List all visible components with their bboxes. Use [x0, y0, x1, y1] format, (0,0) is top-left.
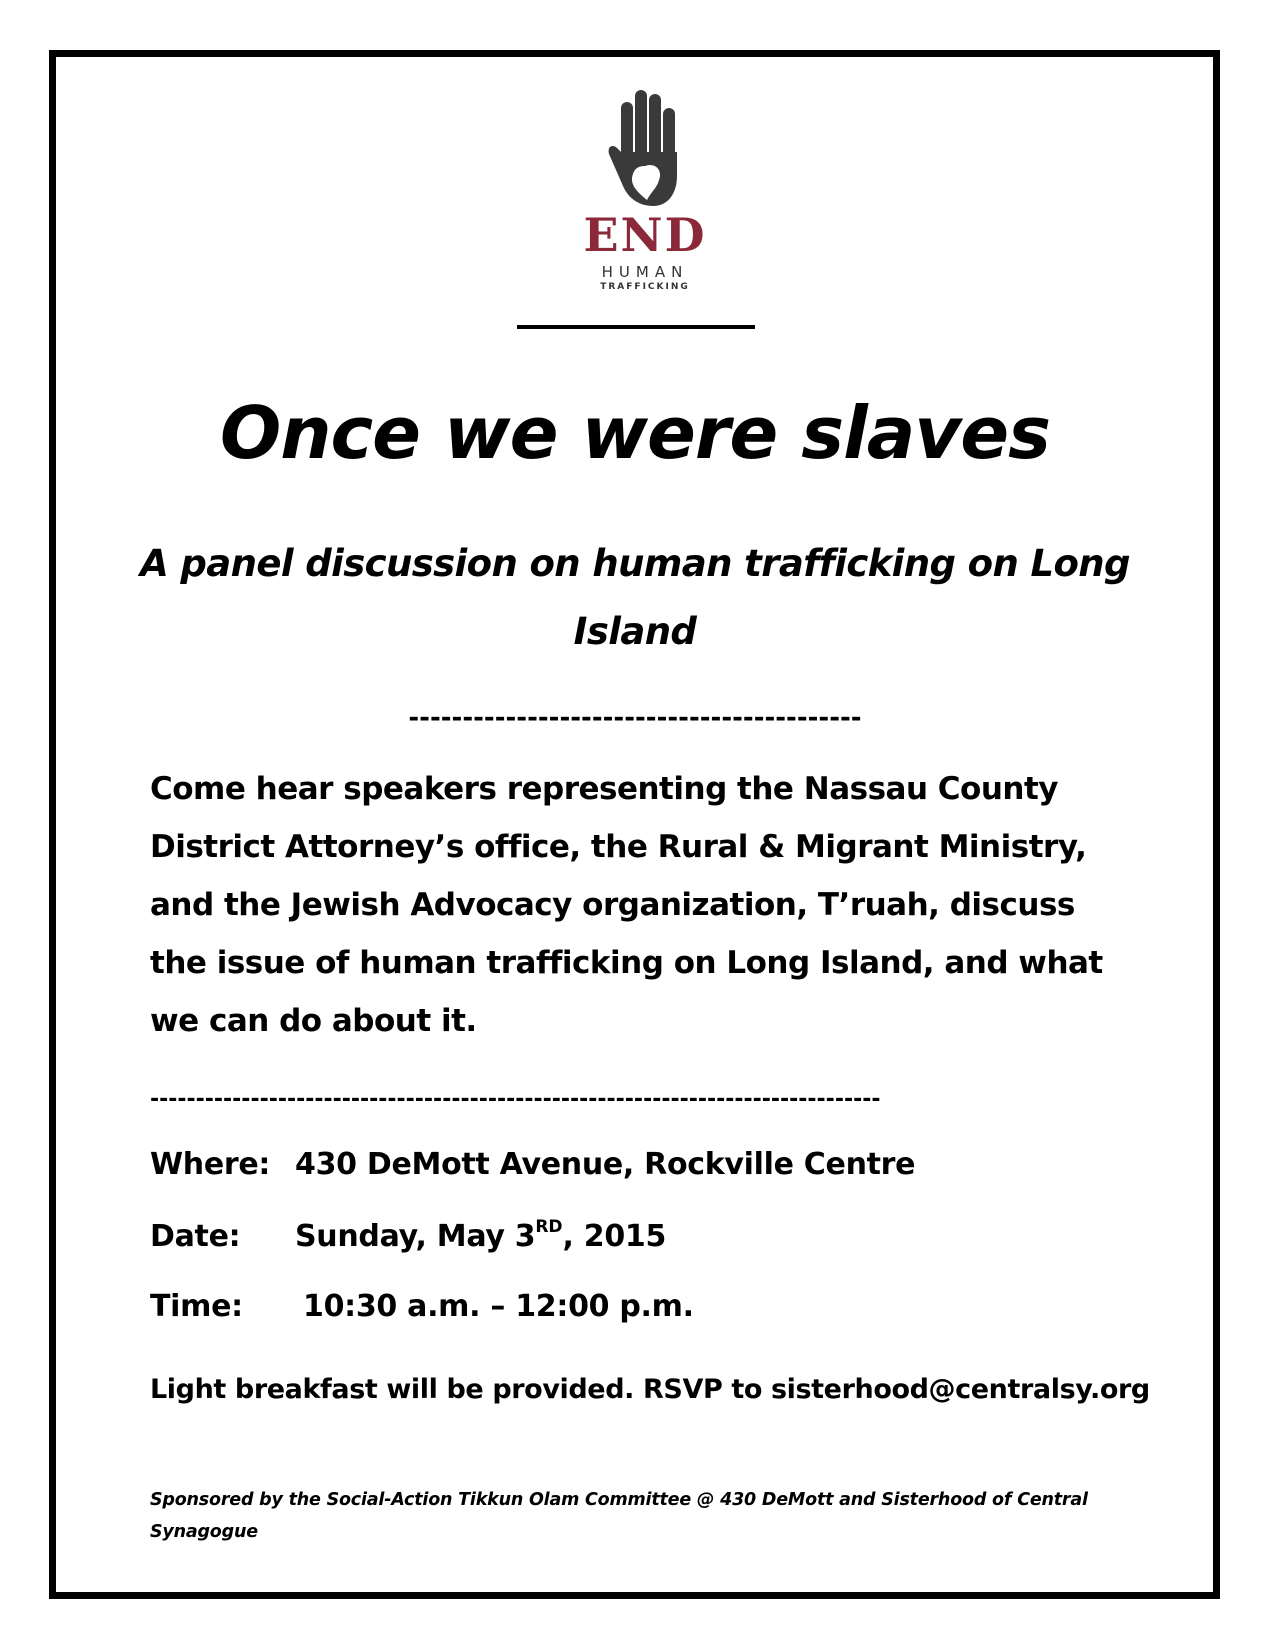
where-label: Where:: [150, 1147, 271, 1182]
date-value-main: Sunday, May 3: [295, 1219, 536, 1254]
raised-hand-icon: [607, 88, 683, 208]
date-value: [295, 1217, 666, 1261]
end-human-trafficking-logo: [565, 88, 725, 318]
logo-trafficking-text: TRAFFICKING: [600, 282, 690, 292]
page-subtitle: A panel discussion on human trafficking on Long Island: [140, 542, 1130, 653]
logo-human-text: HUMAN: [601, 263, 689, 281]
separator-short: ------------------------------------------: [408, 703, 862, 733]
rsvp-note: Light breakfast will be provided. RSVP to sisterhood@centralsy.org: [150, 1374, 1150, 1405]
date-label: Date:: [150, 1219, 241, 1254]
time-label: Time:: [150, 1289, 243, 1324]
page-title: Once we were slaves: [220, 391, 1050, 475]
date-value-suffix: RD: [535, 1217, 563, 1237]
date-value-year: , 2015: [562, 1219, 667, 1254]
where-value: 430 DeMott Avenue, Rockville Centre: [295, 1147, 916, 1182]
date-row: [150, 1217, 667, 1257]
time-row: [150, 1287, 694, 1327]
separator-long: --------------------------------------------------------------------------------: [150, 1087, 881, 1112]
where-row: [150, 1145, 916, 1185]
logo-end-text: END: [583, 208, 707, 262]
logo-underline: [517, 325, 755, 329]
sponsor-note: Sponsored by the Social-Action Tikkun Olam Committee @ 430 DeMott and Sisterhood of Central Synagogue: [150, 1490, 1088, 1542]
event-description: Come hear speakers representing the Nassau County District Attorney’s office, the Rural & Migrant Ministry, and the Jewish Advocacy organization, T’ruah, discuss the issue of human trafficking on Long Island, and what we can do about it.: [150, 771, 1103, 1039]
time-value: 10:30 a.m. – 12:00 p.m.: [303, 1289, 694, 1324]
